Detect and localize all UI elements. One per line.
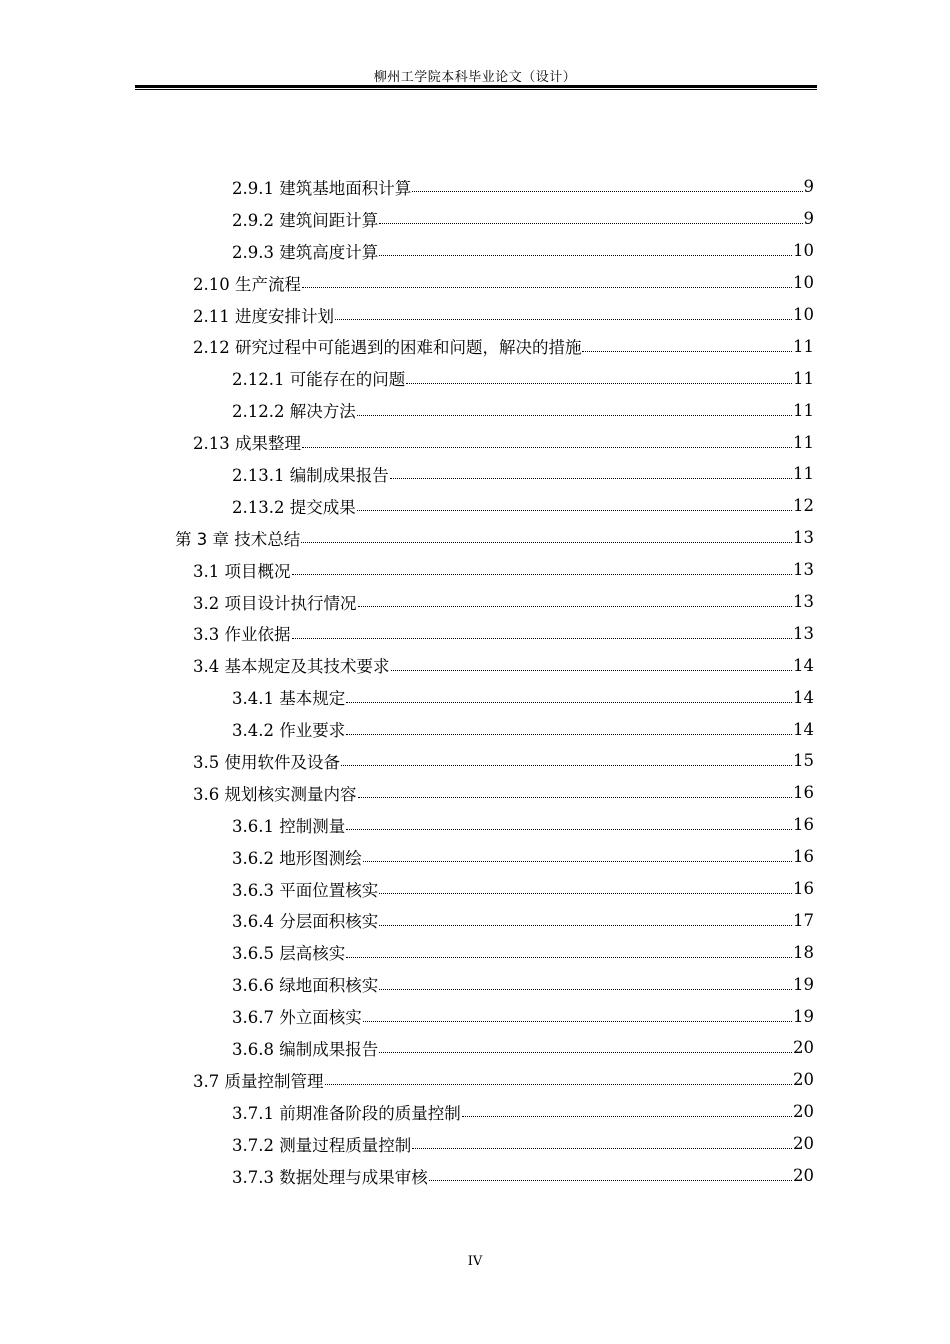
toc-entry[interactable] [0,904,950,936]
toc-dot-leader [412,1148,792,1149]
toc-entry-title: 3.4 基本规定及其技术要求 [193,657,390,677]
toc-entry[interactable] [0,809,950,841]
toc-entry-page: 20 [793,1102,814,1122]
toc-entry-page: 17 [793,910,814,930]
toc-entry-title: 3.6.1 控制测量 [232,816,346,836]
toc-entry-page: 19 [793,974,814,994]
toc-entry-page: 15 [793,751,814,771]
toc-entry-page: 13 [793,592,814,612]
toc-entry-page: 14 [793,687,814,707]
toc-dot-leader [292,574,793,575]
toc-dot-leader [302,287,792,288]
toc-dot-leader [363,861,792,862]
toc-dot-leader [358,606,793,607]
toc-dot-leader [358,797,793,798]
toc-entry[interactable] [0,745,950,777]
toc-entry[interactable] [0,586,950,618]
toc-entry[interactable] [0,649,950,681]
toc-entry-title: 3.6 规划核实测量内容 [193,784,357,804]
toc-entry-title: 3.3 作业依据 [193,625,291,645]
toc-dot-leader [301,542,792,543]
toc-dot-leader [406,383,792,384]
toc-entry[interactable] [0,362,950,394]
toc-dot-leader [357,510,792,511]
toc-dot-leader [335,319,792,320]
toc-entry[interactable] [0,713,950,745]
toc-entry-page: 11 [793,400,814,420]
toc-entry[interactable] [0,171,950,203]
toc-dot-leader [429,1180,792,1181]
toc-entry-title: 3.6.4 分层面积核实 [232,912,379,932]
page-number: IV [467,1254,483,1269]
toc-entry-title: 2.9.1 建筑基地面积计算 [232,178,412,198]
toc-entry[interactable] [0,426,950,458]
toc-entry-page: 19 [793,1006,814,1026]
toc-entry-title: 2.13.2 提交成果 [232,497,356,517]
toc-entry-title: 第 3 章 技术总结 [175,529,301,549]
header-title: 柳州工学院本科毕业论文（设计） [373,70,577,85]
toc-entry[interactable] [0,1096,950,1128]
toc-dot-leader [462,1116,792,1117]
toc-entry[interactable] [0,681,950,713]
toc-entry-page: 14 [793,719,814,739]
toc-dot-leader [346,829,792,830]
header-rule-thin [135,89,817,90]
toc-entry-page: 16 [793,847,814,867]
toc-dot-leader [357,415,792,416]
toc-entry-title: 2.9.2 建筑间距计算 [232,210,379,230]
toc-entry-page: 14 [793,655,814,675]
toc-dot-leader [325,1084,793,1085]
toc-entry[interactable] [0,617,950,649]
toc-dot-leader [379,893,792,894]
toc-entry-page: 13 [793,560,814,580]
toc-entry-page: 11 [793,432,814,452]
toc-entry-title: 2.11 进度安排计划 [193,306,334,326]
toc-entry-page: 10 [793,305,814,324]
toc-entry-title: 3.1 项目概况 [193,561,291,581]
toc-entry-title: 3.4.2 作业要求 [232,721,346,741]
header-rule [135,85,817,88]
toc-entry-page: 12 [793,496,814,516]
toc-dot-leader [379,255,792,256]
toc-entry-title: 3.6.2 地形图测绘 [232,848,362,868]
toc-dot-leader [302,447,792,448]
toc-entry-title: 3.7 质量控制管理 [193,1071,324,1091]
toc-dot-leader [341,765,792,766]
toc-dot-leader [346,702,792,703]
toc-entry-title: 2.10 生产流程 [193,274,301,294]
toc-entry[interactable] [0,554,950,586]
toc-dot-leader [379,925,792,926]
toc-entry-page: 9 [803,177,814,197]
toc-entry-page: 13 [793,528,814,548]
toc-entry[interactable] [0,235,950,267]
toc-entry[interactable] [0,490,950,522]
toc-entry-page: 9 [803,209,814,229]
toc-entry-title: 2.12.1 可能存在的问题 [232,370,406,390]
toc-entry-title: 2.9.3 建筑高度计算 [232,242,379,262]
toc-dot-leader [379,989,792,990]
toc-entry-title: 2.13.1 编制成果报告 [232,465,389,485]
toc-entry-page: 11 [793,336,814,356]
toc-entry-page: 18 [793,942,814,962]
toc-entry[interactable] [0,330,950,362]
toc-entry[interactable] [0,299,950,331]
toc-entry-page: 16 [793,879,814,899]
toc-dot-leader [292,638,793,639]
toc-entry-title: 3.6.3 平面位置核实 [232,880,379,900]
toc-dot-leader [346,957,792,958]
toc-entry-page: 10 [793,241,814,261]
toc-dot-leader [346,734,792,735]
toc-entry[interactable] [0,458,950,490]
toc-entry-page: 11 [793,464,814,484]
toc-dot-leader [391,670,793,671]
toc-entry-title: 3.7.2 测量过程质量控制 [232,1135,412,1155]
toc-entry[interactable] [0,968,950,1000]
toc-entry-title: 3.6.5 层高核实 [232,944,346,964]
toc-dot-leader [390,478,792,479]
toc-entry[interactable] [0,1032,950,1064]
toc-entry-page: 20 [793,1038,814,1058]
toc-entry-title: 3.2 项目设计执行情况 [193,593,357,613]
toc-entry[interactable] [0,267,950,299]
toc-entry-title: 3.7.3 数据处理与成果审核 [232,1167,428,1187]
toc-dot-leader [363,1021,792,1022]
toc-entry[interactable] [0,1128,950,1160]
toc-entry[interactable] [0,777,950,809]
toc-entry[interactable] [0,1064,950,1096]
toc-entry[interactable] [0,203,950,235]
toc-entry-title: 3.6.7 外立面核实 [232,1008,362,1028]
toc-entry[interactable] [0,873,950,905]
toc-entry[interactable] [0,394,950,426]
toc-dot-leader [379,223,802,224]
toc-entry-title: 3.7.1 前期准备阶段的质量控制 [232,1103,461,1123]
toc-entry-title: 3.4.1 基本规定 [232,689,346,709]
toc-entry-page: 20 [793,1134,814,1154]
toc-entry-page: 20 [793,1166,814,1186]
toc-entry-page: 13 [793,623,814,643]
toc-entry-title: 2.12.2 解决方法 [232,402,356,422]
toc-dot-leader [582,351,792,352]
toc-entry-page: 16 [793,815,814,835]
toc-entry-page: 16 [793,783,814,803]
toc-entry[interactable] [0,522,950,554]
toc-entry[interactable] [0,936,950,968]
toc-entry-page: 20 [793,1070,814,1090]
toc-entry-page: 10 [793,273,814,293]
toc-entry-title: 3.6.6 绿地面积核实 [232,976,379,996]
toc-dot-leader [379,1052,792,1053]
toc-entry-title: 3.6.8 编制成果报告 [232,1039,379,1059]
toc-entry-title: 2.12 研究过程中可能遇到的困难和问题，解决的措施 [193,338,582,358]
toc-entry-page: 11 [793,368,814,388]
table-of-contents [0,171,950,1192]
toc-entry-title: 3.5 使用软件及设备 [193,752,340,772]
toc-entry-title: 2.13 成果整理 [193,434,301,454]
toc-entry[interactable] [0,1160,950,1192]
toc-dot-leader [412,191,802,192]
toc-entry[interactable] [0,1000,950,1032]
toc-entry[interactable] [0,841,950,873]
